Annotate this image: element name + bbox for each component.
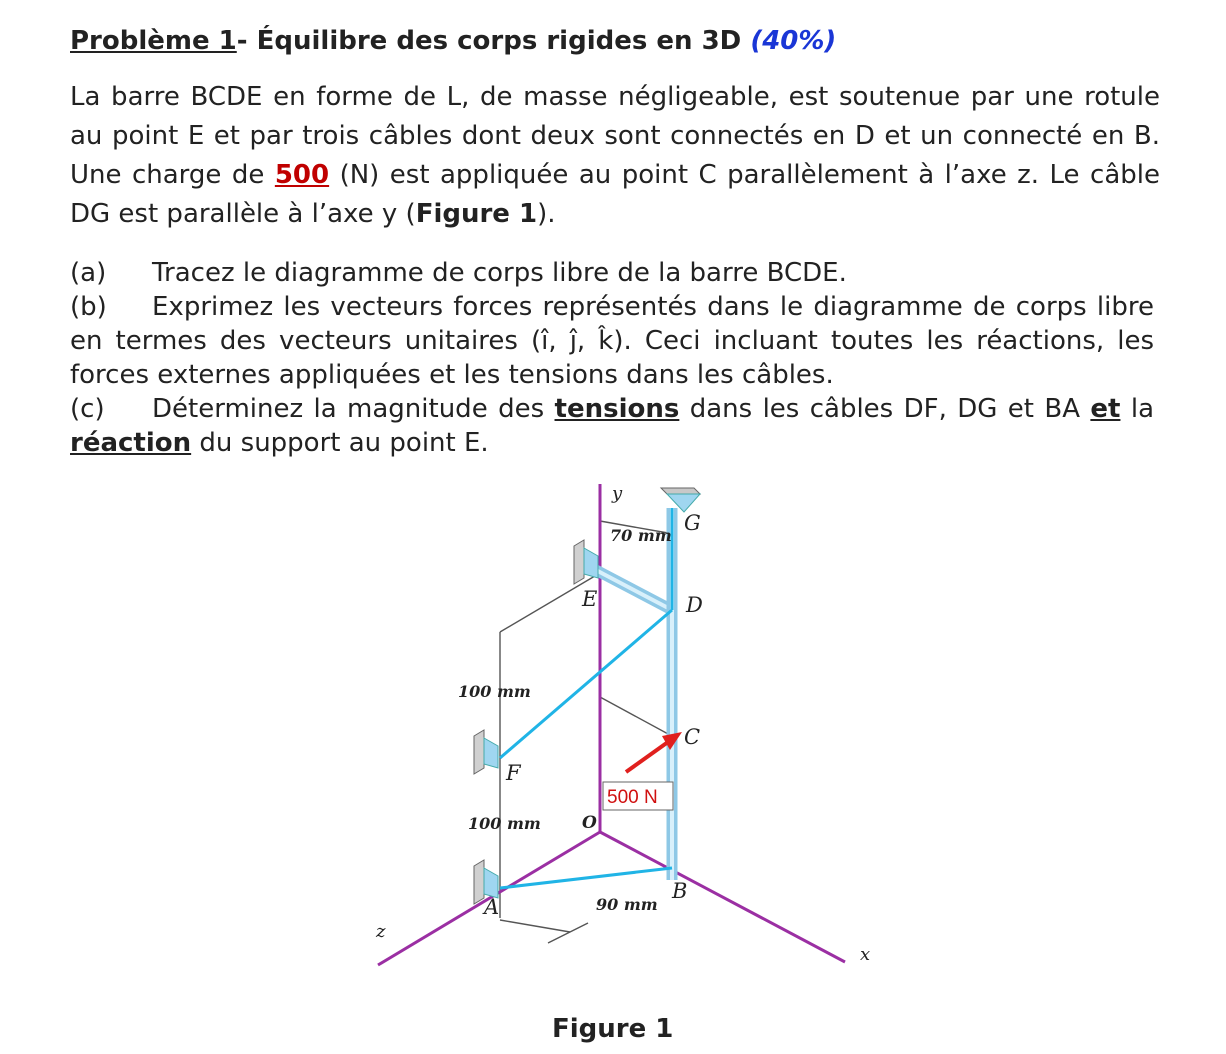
label-axis-x: x — [860, 944, 871, 965]
figure-1-diagram — [360, 470, 920, 980]
label-point-f: F — [506, 761, 521, 785]
question-b — [70, 290, 1154, 392]
problem-label: Problème 1 — [70, 26, 237, 56]
figure-reference: Figure 1 — [415, 199, 538, 229]
axes — [378, 484, 845, 965]
title-text: - Équilibre des corps rigides en 3D — [236, 26, 751, 56]
problem-title — [70, 26, 836, 56]
question-text: Tracez le diagramme de corps libre de la barre BCDE. — [152, 258, 847, 288]
support-f — [474, 730, 498, 774]
question-text: Exprimez les vecteurs forces représentés dans le diagramme de corps libre en termes des vecteurs unitaires (ı̂, ȷ̂, k̂). Ceci incluant toutes les réactions, les forces externes appliquées et les tensions dans les câbles. — [70, 292, 1154, 390]
emphasis-tensions: tensions — [554, 394, 680, 424]
question-label: (a) — [70, 258, 107, 288]
title-percent: (40%) — [750, 26, 837, 56]
load-value: 500 — [274, 160, 330, 190]
dimension-100mm-upper: 100 mm — [458, 682, 531, 701]
label-axis-y: y — [612, 483, 623, 504]
question-text: du support au point E. — [191, 428, 489, 458]
figure-labels — [375, 483, 870, 965]
label-origin: O — [582, 813, 597, 833]
question-label: (b) — [70, 292, 107, 322]
dimension-100mm-lower: 100 mm — [468, 814, 541, 833]
question-c — [70, 392, 1154, 460]
figure-caption: Figure 1 — [552, 1014, 674, 1044]
dimension-line-c — [600, 697, 670, 735]
label-point-b: B — [672, 879, 688, 903]
label-point-e: E — [582, 587, 598, 611]
force-label: 500 N — [607, 787, 658, 808]
dimension-90mm: 90 mm — [596, 895, 658, 914]
problem-statement — [70, 78, 1160, 234]
intro-text-3: ). — [537, 199, 556, 229]
dimension-line-bottom — [500, 920, 570, 932]
dimension-70mm: 70 mm — [610, 526, 672, 545]
question-text: Déterminez la magnitude des — [152, 394, 555, 424]
label-point-g: G — [684, 511, 701, 535]
intro-text-2: (N) est appliquée au point C parallèlement à l’axe z. Le câble DG est parallèle à l’axe y ( — [70, 160, 1160, 229]
emphasis-et: et — [1090, 394, 1121, 424]
dimension-line-cross — [548, 923, 588, 943]
support-e — [574, 540, 598, 584]
label-point-c: C — [684, 725, 701, 749]
question-text: la — [1120, 394, 1154, 424]
bar-segment-ed-highlight — [592, 568, 672, 610]
emphasis-reaction: réaction — [70, 428, 192, 458]
question-a — [70, 256, 1154, 290]
question-text: dans les câbles DF, DG et BA — [679, 394, 1091, 424]
label-point-a: A — [484, 895, 500, 919]
label-axis-z: z — [376, 921, 386, 942]
question-label: (c) — [70, 394, 105, 424]
label-point-d: D — [686, 593, 703, 617]
bar-bcde — [592, 508, 672, 880]
intro-text-1: La barre BCDE en forme de L, de masse négligeable, est soutenue par une rotule au point E et par trois câbles dont deux sont connectés en D et un connecté en B. Une charge de — [70, 82, 1160, 190]
question-list — [70, 256, 1154, 460]
